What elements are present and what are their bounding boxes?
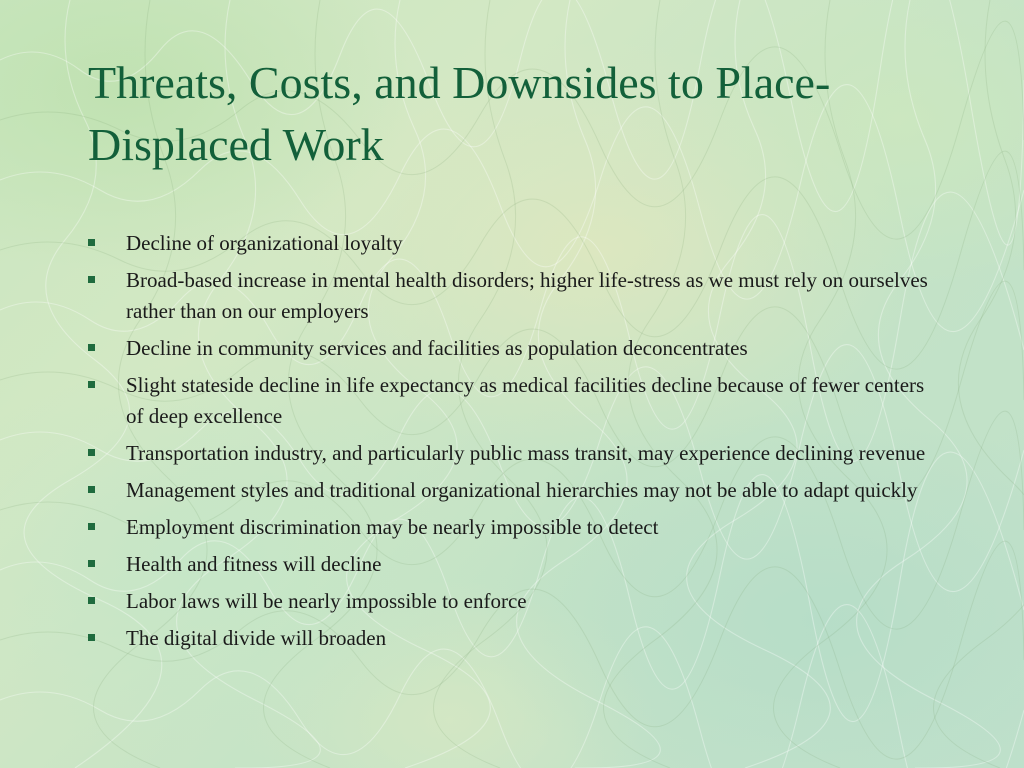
list-item [88, 333, 938, 364]
bullet-text: Management styles and traditional organizational hierarchies may not be able to adapt quickly [126, 478, 918, 502]
bullet-list [88, 228, 938, 660]
square-bullet-icon [88, 523, 95, 530]
square-bullet-icon [88, 239, 95, 246]
bullet-text: Labor laws will be nearly impossible to enforce [126, 589, 527, 613]
bullet-text: Employment discrimination may be nearly impossible to detect [126, 515, 659, 539]
bullet-text: Transportation industry, and particularly public mass transit, may experience declining revenue [126, 441, 926, 465]
square-bullet-icon [88, 449, 95, 456]
square-bullet-icon [88, 276, 95, 283]
bullet-text: Slight stateside decline in life expectancy as medical facilities decline because of fewer centers of deep excellence [126, 373, 925, 428]
bullet-text: Decline of organizational loyalty [126, 231, 403, 255]
square-bullet-icon [88, 486, 95, 493]
list-item [88, 475, 938, 506]
bullet-text: Decline in community services and facilities as population deconcentrates [126, 336, 748, 360]
list-item [88, 370, 938, 432]
list-item [88, 228, 938, 259]
list-item [88, 586, 938, 617]
square-bullet-icon [88, 634, 95, 641]
bullet-text: Broad-based increase in mental health disorders; higher life-stress as we must rely on ourselves rather than on our employers [126, 268, 928, 323]
list-item [88, 623, 938, 654]
list-item [88, 549, 938, 580]
square-bullet-icon [88, 597, 95, 604]
square-bullet-icon [88, 381, 95, 388]
square-bullet-icon [88, 344, 95, 351]
list-item [88, 512, 938, 543]
list-item [88, 265, 938, 327]
slide-title: Threats, Costs, and Downsides to Place-Displaced Work [88, 57, 831, 170]
bullet-text: Health and fitness will decline [126, 552, 382, 576]
bullet-text: The digital divide will broaden [126, 626, 387, 650]
square-bullet-icon [88, 560, 95, 567]
list-item [88, 438, 938, 469]
